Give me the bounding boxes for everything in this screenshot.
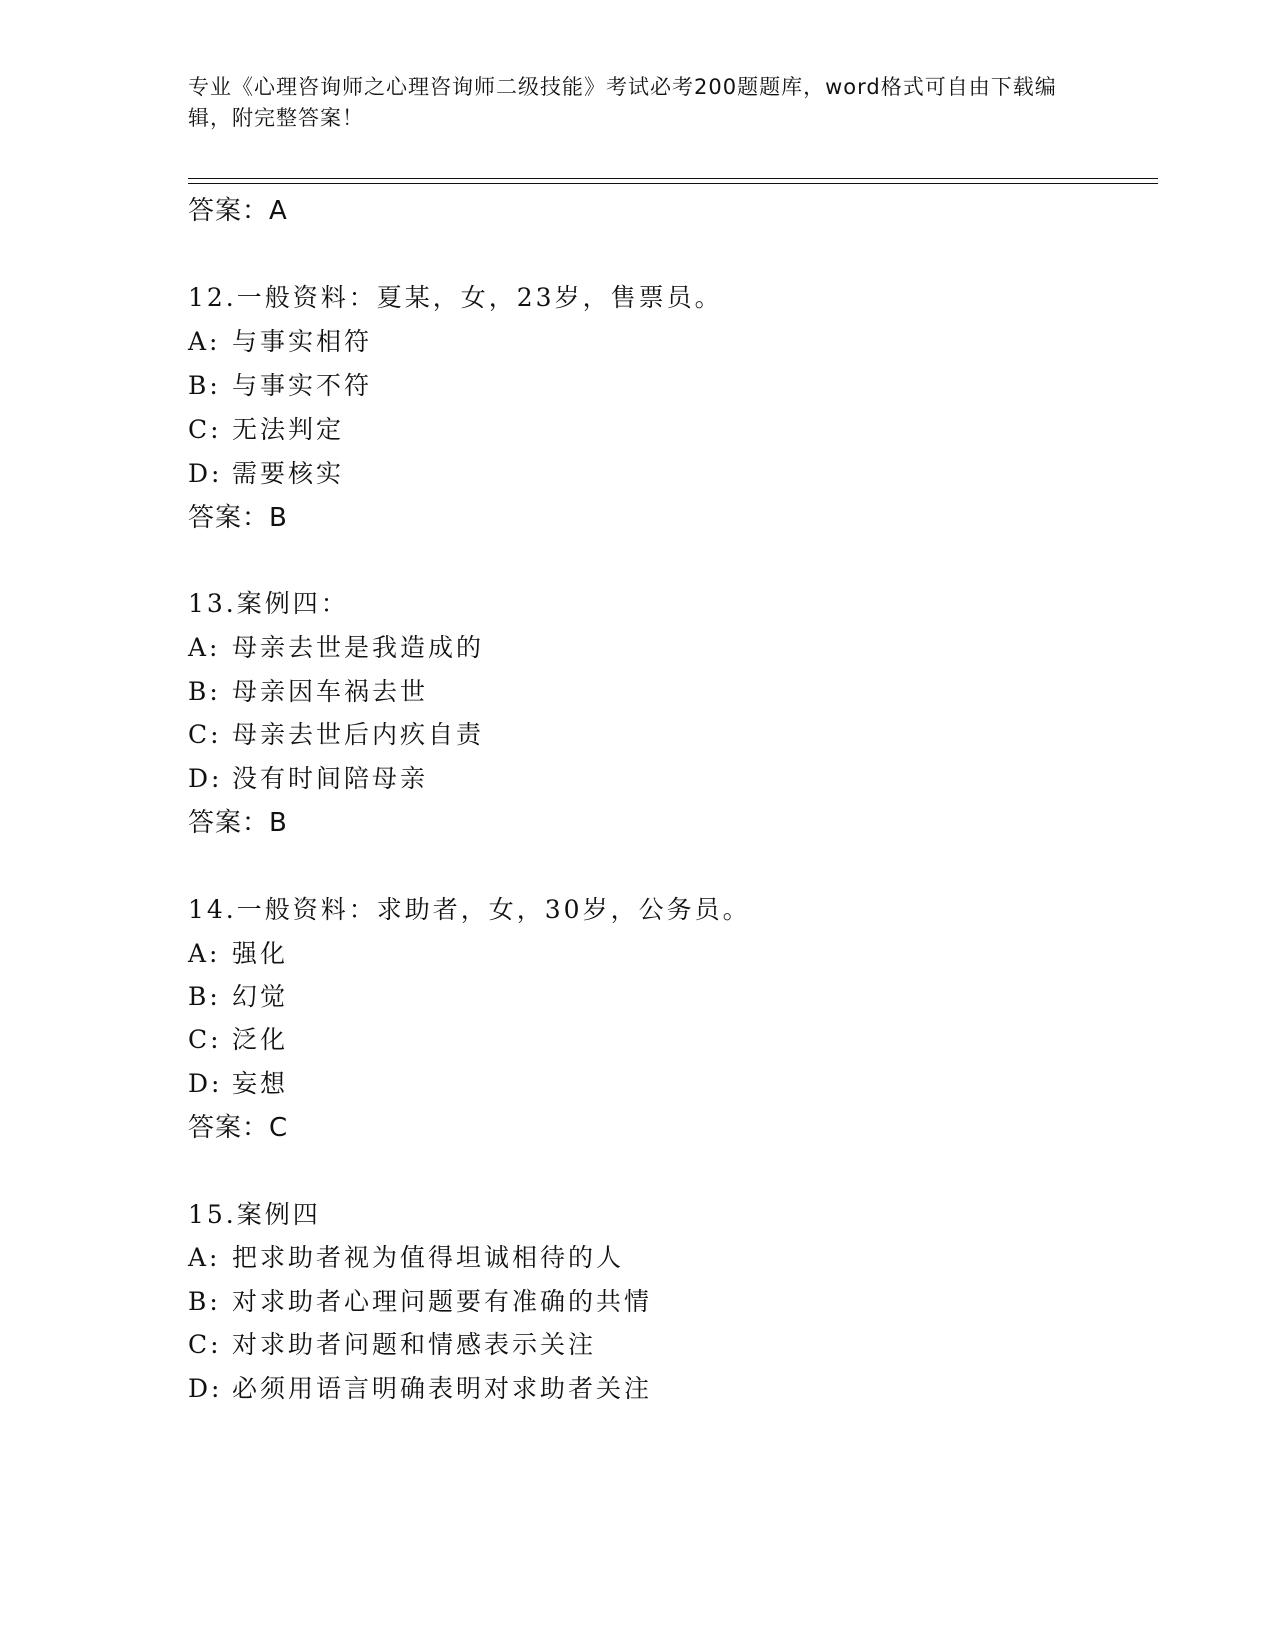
option-letter: D:	[188, 764, 223, 793]
option-letter: A:	[188, 1243, 221, 1272]
option-letter: B:	[188, 1287, 221, 1316]
question-stem: 12.一般资料：夏某，女，23岁，售票员。	[188, 283, 723, 312]
option-text: 母亲去世是我造成的	[232, 633, 485, 662]
option-text: 把求助者视为值得坦诚相待的人	[232, 1243, 625, 1272]
option-text: 对求助者心理问题要有准确的共情	[232, 1287, 653, 1316]
option-letter: D:	[188, 459, 223, 488]
option-text: 与事实相符	[232, 327, 373, 356]
answer-value: C	[269, 1113, 289, 1143]
document-header: 专业《心理咨询师之心理咨询师二级技能》考试必考200题题库，word格式可自由下载编辑，附完整答案！	[188, 75, 1057, 130]
option-d	[188, 759, 428, 795]
question-stem: 13.案例四：	[188, 589, 349, 618]
answer-line	[188, 497, 288, 534]
answer-line	[188, 190, 288, 227]
option-letter: A:	[188, 633, 221, 662]
question-stem: 14.一般资料：求助者，女，30岁，公务员。	[188, 895, 751, 924]
option-letter: B:	[188, 677, 221, 706]
option-text: 无法判定	[232, 415, 345, 444]
option-text: 必须用语言明确表明对求助者关注	[232, 1374, 653, 1403]
option-b	[188, 1282, 652, 1318]
option-letter: C:	[188, 415, 222, 444]
option-text: 没有时间陪母亲	[232, 764, 429, 793]
option-b	[188, 672, 428, 708]
option-letter: B:	[188, 982, 221, 1011]
option-letter: C:	[188, 1025, 222, 1054]
question-stem: 15.案例四	[188, 1200, 321, 1229]
answer-line	[188, 1107, 288, 1144]
answer-prefix: 答案：	[188, 808, 270, 838]
option-text: 母亲因车祸去世	[232, 677, 429, 706]
answer-prefix: 答案：	[188, 196, 270, 226]
option-text: 强化	[232, 939, 289, 968]
option-text: 与事实不符	[232, 371, 373, 400]
option-text: 对求助者问题和情感表示关注	[232, 1330, 597, 1359]
option-letter: B:	[188, 371, 221, 400]
option-text: 妄想	[232, 1069, 289, 1098]
option-c	[188, 1020, 288, 1056]
option-letter: C:	[188, 720, 222, 749]
option-b	[188, 366, 372, 402]
answer-prefix: 答案：	[188, 503, 270, 533]
option-c	[188, 715, 484, 751]
option-d	[188, 1064, 288, 1100]
header-divider	[188, 178, 1158, 179]
option-text: 泛化	[232, 1025, 289, 1054]
option-letter: A:	[188, 939, 221, 968]
option-c	[188, 410, 344, 446]
option-a	[188, 1238, 624, 1274]
header-divider-second	[188, 183, 1158, 184]
option-letter: D:	[188, 1374, 223, 1403]
option-d	[188, 454, 344, 490]
answer-line	[188, 802, 288, 839]
option-letter: A:	[188, 327, 221, 356]
option-b	[188, 977, 288, 1013]
option-letter: D:	[188, 1069, 223, 1098]
option-a	[188, 628, 484, 664]
option-a	[188, 322, 372, 358]
option-letter: C:	[188, 1330, 222, 1359]
option-d	[188, 1369, 652, 1405]
answer-prefix: 答案：	[188, 1113, 270, 1143]
answer-value: B	[269, 503, 288, 533]
option-a	[188, 934, 288, 970]
option-c	[188, 1325, 596, 1361]
option-text: 幻觉	[232, 982, 289, 1011]
option-text: 母亲去世后内疚自责	[232, 720, 485, 749]
answer-value: B	[269, 808, 288, 838]
option-text: 需要核实	[232, 459, 345, 488]
answer-value: A	[269, 196, 288, 226]
